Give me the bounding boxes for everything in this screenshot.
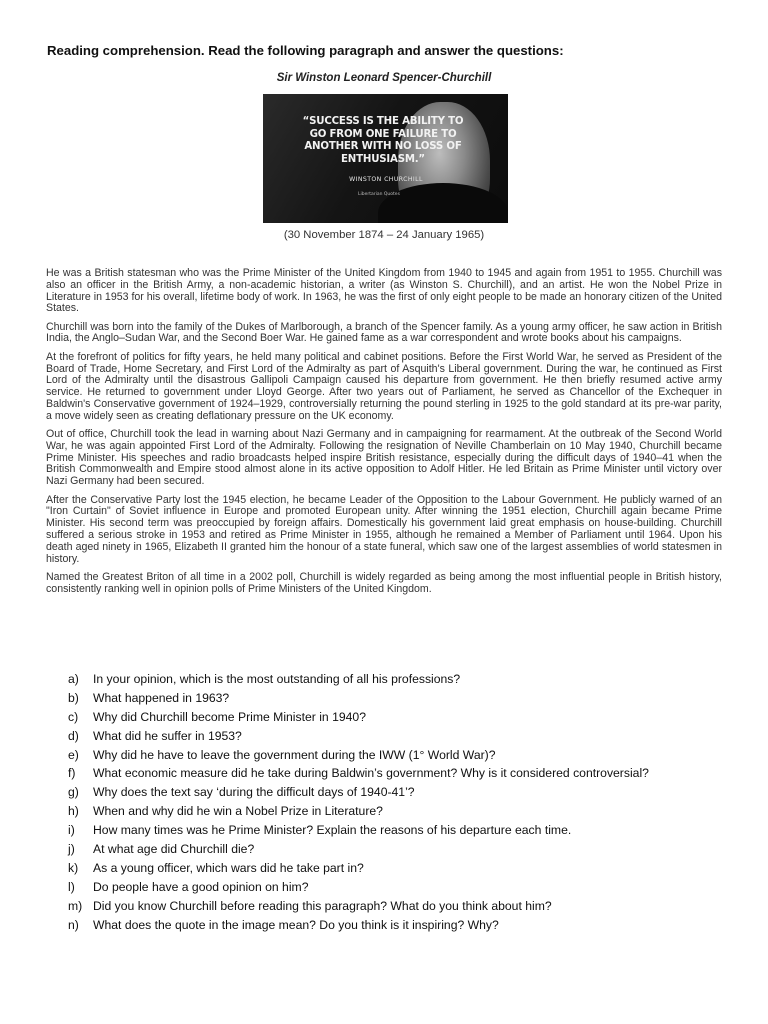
question-text: What happened in 1963? (93, 690, 230, 705)
question-text: As a young officer, which wars did he take part in? (93, 860, 364, 875)
question-letter: d) (68, 728, 79, 743)
question-list (68, 670, 748, 934)
question-letter: h) (68, 804, 79, 819)
churchill-quote-image (263, 94, 508, 223)
question-text: What economic measure did he take during Baldwin’s government? Why is it considered controversial? (93, 766, 649, 781)
question-letter: f) (68, 766, 76, 781)
question-item (68, 708, 748, 727)
question-letter: k) (68, 860, 79, 875)
question-letter: e) (68, 747, 79, 762)
question-item (68, 764, 748, 783)
document-title: Sir Winston Leonard Spencer-Churchill (276, 72, 492, 84)
paragraph: He was a British statesman who was the Prime Minister of the United Kingdom from 1940 to 1945 and again from 1951 to 1955. Churchill was also an officer in the British Army, a non-academic historian, a writer (as Winston S. Churchill), and an artist. He won the Nobel Prize in Literature in 1953 for his overall, lifetime body of work. In 1963, he was the first of only eight people to be made an honorary citizen of the United States. (46, 267, 722, 315)
image-watermark: Libertarian Quotes (358, 192, 400, 197)
question-item (68, 746, 748, 765)
paragraph: Churchill was born into the family of the Dukes of Marlborough, a branch of the Spencer family. As a young army officer, he saw action in British India, the Anglo–Sudan War, and the Second Boer War. He gained fame as a war correspondent and wrote books about his campaigns. (46, 320, 722, 345)
question-letter: m) (68, 898, 83, 913)
question-letter: i) (68, 823, 75, 838)
question-item (68, 916, 748, 935)
question-text: When and why did he win a Nobel Prize in Literature? (93, 804, 383, 819)
question-letter: c) (68, 709, 79, 724)
paragraph: Named the Greatest Briton of all time in a 2002 poll, Churchill is widely regarded as being among the most influential people in British history, consistently ranking well in opinion polls of Prime Ministers of the United Kingdom. (46, 570, 722, 595)
image-quote: “SUCCESS IS THE ABILITY TO GO FROM ONE FAILURE TO ANOTHER WITH NO LOSS OF ENTHUSIASM.” (302, 116, 464, 165)
question-item (68, 670, 748, 689)
question-letter: j) (68, 842, 75, 857)
question-item (68, 802, 748, 821)
question-text: How many times was he Prime Minister? Explain the reasons of his departure each time. (93, 823, 572, 838)
question-item (68, 821, 748, 840)
question-letter: a) (68, 672, 79, 686)
reading-passage (46, 268, 722, 602)
question-text: Why did he have to leave the government during the IWW (1° World War)? (93, 747, 496, 762)
question-item (68, 878, 748, 897)
question-item (68, 689, 748, 708)
paragraph: Out of office, Churchill took the lead in warning about Nazi Germany and in campaigning for rearmament. At the outbreak of the Second World War, he was again appointed First Lord of the Admiralty. Following the resignation of Neville Chamberlain on 10 May 1940, Churchill became Prime Minister. His speeches and radio broadcasts helped inspire British resistance, especially during the difficult days of 1940–41 when the British Commonwealth and Empire stood almost alone in its active opposition to Adolf Hitler. He led Britain as Prime Minister until victory over Nazi Germany had been secured. (46, 428, 722, 488)
life-dates: (30 November 1874 – 24 January 1965) (283, 229, 485, 241)
question-letter: n) (68, 917, 79, 932)
paragraph: After the Conservative Party lost the 1945 election, he became Leader of the Opposition to the Labour Government. He publicly warned of an "Iron Curtain" of Soviet influence in Europe and promoted European unity. After winning the 1951 election, Churchill again became Prime Minister. His second term was preoccupied by foreign affairs. Domestically his government laid great emphasis on house-building. Churchill suffered a serious stroke in 1953 and retired as Prime Minister in 1955, although he remained a Member of Parliament until 1964. Upon his death aged ninety in 1965, Elizabeth II granted him the honour of a state funeral, which saw one of the largest assemblies of world statesmen in history. (46, 493, 722, 565)
question-text: In your opinion, which is the most outstanding of all his professions? (93, 672, 461, 686)
question-text: Why does the text say ‘during the difficult days of 1940-41’? (93, 785, 415, 800)
question-item (68, 859, 748, 878)
question-item (68, 840, 748, 859)
question-letter: l) (68, 879, 75, 894)
question-letter: g) (68, 785, 79, 800)
question-item (68, 727, 748, 746)
question-text: What did he suffer in 1953? (93, 728, 242, 743)
question-text: At what age did Churchill die? (93, 842, 255, 857)
question-letter: b) (68, 690, 79, 705)
question-text: Why did Churchill become Prime Minister in 1940? (93, 709, 366, 724)
paragraph: At the forefront of politics for fifty years, he held many political and cabinet positions. Before the First World War, he served as President of the Board of Trade, Home Secretary, and First Lord of the Admiralty as part of Asquith's Liberal government. During the war, he continued as First Lord of the Admiralty until the disastrous Gallipoli Campaign caused his departure from government. He then briefly resumed active army service. He returned to government under Lloyd George. After two years out of Parliament, he served as Chancellor of the Exchequer in Baldwin's Conservative government of 1924–1929, controversially returning the pound sterling in 1925 to the gold standard at its pre-war parity, a move widely seen as creating deflationary pressure on the UK economy. (46, 350, 722, 422)
question-item (68, 783, 748, 802)
image-quote-author: WINSTON CHURCHILL (349, 176, 423, 183)
question-text: What does the quote in the image mean? Do you think is it inspiring? Why? (93, 917, 499, 932)
question-text: Did you know Churchill before reading this paragraph? What do you think about him? (93, 898, 552, 913)
question-item (68, 897, 748, 916)
question-text: Do people have a good opinion on him? (93, 879, 309, 894)
instructions-heading: Reading comprehension. Read the following paragraph and answer the questions: (47, 43, 564, 58)
